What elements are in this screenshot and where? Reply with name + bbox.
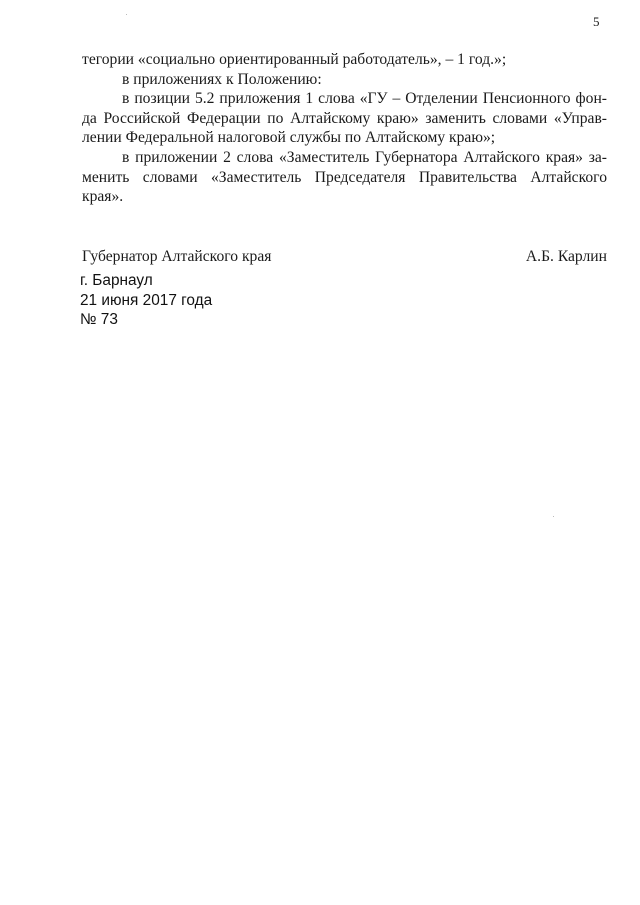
paragraph-appendix-2 (82, 148, 607, 207)
paragraph-appendix-1 (82, 89, 607, 148)
paragraph-appendices-intro (82, 70, 607, 90)
page-number: 5 (593, 14, 600, 29)
text-line: менить словами «Заместитель Председателя Правительства Алтайского (82, 168, 607, 186)
document-requisites (80, 271, 212, 330)
signatory-position: Губернатор Алтайского края (82, 248, 272, 265)
text-line: тегории «социально ориентированный работодатель», – 1 год.»; (82, 51, 507, 68)
text-line: да Российской Федерации по Алтайскому краю» заменить словами «Управ- (82, 109, 607, 127)
signatory-name: А.Б. Карлин (525, 248, 607, 265)
text-line: лении Федеральной налоговой службы по Алтайскому краю»; (82, 129, 496, 147)
scan-speck (553, 516, 554, 517)
text-line: в позиции 5.2 приложения 1 слова «ГУ – Отделении Пенсионного фон- (122, 90, 607, 108)
document-body (82, 50, 607, 207)
text-line: в приложении 2 слова «Заместитель Губернатора Алтайского края» за- (122, 148, 607, 166)
issue-city: г. Барнаул (80, 272, 153, 289)
paragraph-continuation (82, 50, 607, 70)
issue-date: 21 июня 2017 года (80, 291, 213, 309)
document-number: № 73 (80, 311, 118, 328)
text-line: в приложениях к Положению: (122, 70, 322, 88)
text-line: края». (82, 188, 124, 206)
scan-speck (126, 14, 127, 15)
